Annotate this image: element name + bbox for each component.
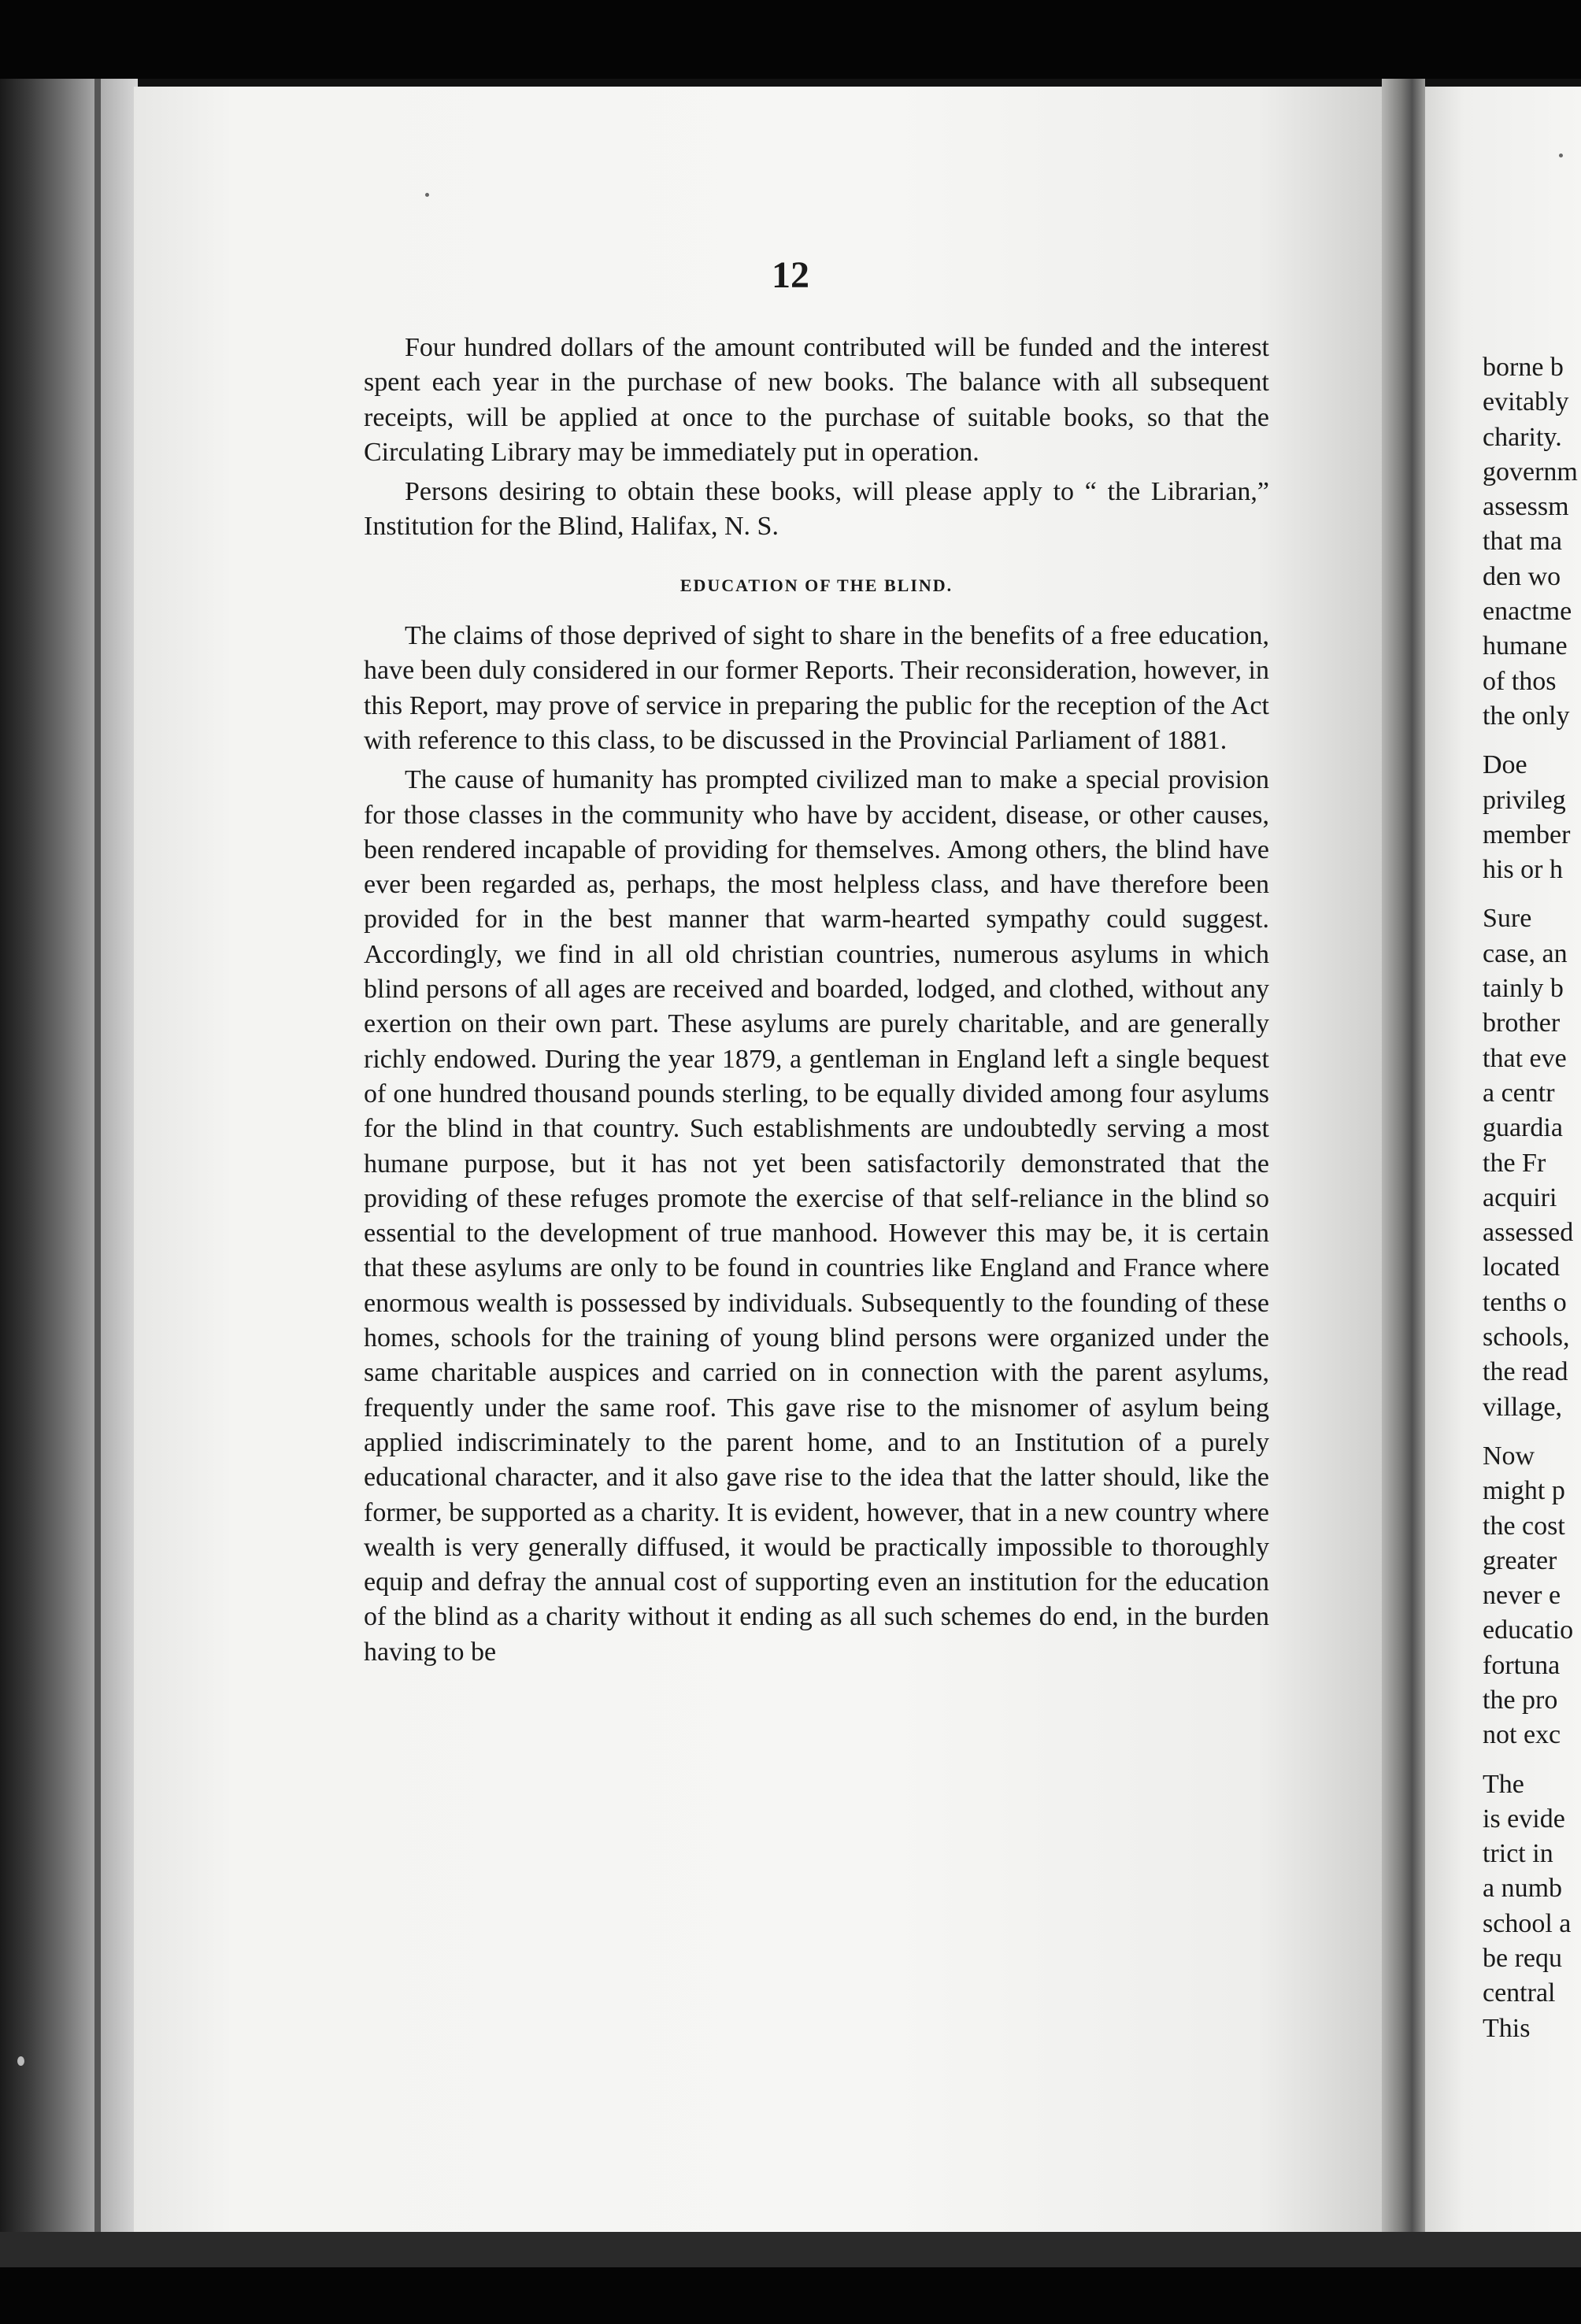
line-fragment: the Fr [1483, 1148, 1546, 1178]
paragraph: Persons desiring to obtain these books, will please apply to “ the Librarian,” Institution for the Blind, Halifax, N. S. [364, 477, 1269, 542]
line-fragment: member [1483, 820, 1571, 849]
line-fragment: assessed [1483, 1218, 1574, 1248]
line-fragment: charity. [1483, 422, 1562, 452]
line-fragment: enactme [1483, 597, 1572, 627]
line-fragment: village, [1483, 1392, 1563, 1422]
line-fragment: be requ [1483, 1944, 1563, 1974]
line-fragment: is evide [1483, 1804, 1565, 1834]
line-fragment: the only [1483, 701, 1570, 731]
line-fragment: tenths o [1483, 1287, 1567, 1317]
line-fragment: schools, [1483, 1323, 1570, 1353]
line-fragment: Doe [1483, 750, 1527, 780]
line-fragment: governm [1483, 457, 1578, 487]
paragraph: Four hundred dollars of the amount contributed will be funded and the interest spent each year in the purchase of new books. The balance with all subsequent receipts, will be applied at once to the purchase of suitable books, so that the Circulating Library may be immediately put in operation. [364, 333, 1269, 467]
line-fragment: never e [1483, 1581, 1561, 1611]
line-fragment: brother [1483, 1008, 1561, 1038]
line-fragment: fortuna [1483, 1650, 1561, 1680]
line-fragment: trict in [1483, 1839, 1553, 1869]
paper-speck [425, 193, 429, 197]
paper-speck [17, 2056, 24, 2066]
line-fragment: the cost [1483, 1511, 1565, 1541]
line-fragment: the pro [1483, 1685, 1558, 1715]
line-fragment: guardia [1483, 1113, 1563, 1143]
line-fragment: school a [1483, 1908, 1572, 1938]
line-fragment: assessm [1483, 492, 1569, 522]
section-heading: EDUCATION OF THE BLIND. [679, 575, 953, 595]
line-fragment: not exc [1483, 1720, 1561, 1750]
line-fragment: Sure [1483, 904, 1532, 934]
line-fragment: might p [1483, 1476, 1565, 1506]
line-fragment: of thos [1483, 666, 1557, 696]
book-gutter [1382, 79, 1425, 2267]
line-fragment: This [1483, 2013, 1531, 2043]
line-fragment: privileg [1483, 785, 1566, 815]
book-fore-edge [0, 79, 138, 2267]
line-fragment: humane [1483, 631, 1568, 661]
line-fragment: central [1483, 1978, 1556, 2008]
line-fragment: case, an [1483, 938, 1568, 968]
line-fragment: his or h [1483, 855, 1563, 885]
line-fragment: educatio [1483, 1615, 1574, 1645]
line-fragment: acquiri [1483, 1182, 1557, 1212]
scan-bottom-edge [0, 2232, 1581, 2267]
line-fragment: Now [1483, 1441, 1535, 1471]
line-fragment: a numb [1483, 1874, 1563, 1904]
line-fragment: borne b [1483, 353, 1564, 382]
line-fragment: den wo [1483, 561, 1561, 591]
line-fragment: The [1483, 1769, 1524, 1799]
line-fragment: located [1483, 1253, 1561, 1282]
line-fragment: that ma [1483, 527, 1563, 557]
line-fragment: the read [1483, 1357, 1568, 1387]
right-page-text-fragments [1483, 350, 1581, 2046]
line-fragment: tainly b [1483, 974, 1564, 1004]
page-number: 12 [772, 254, 809, 296]
paragraph: The claims of those deprived of sight to share in the benefits of a free education, have been duly considered in our former Reports. Their reconsideration, however, in this Report, may prove of service in preparing the public for the reception of the Act with reference to this class, to be discussed in the Provincial Parliament of 1881. [364, 621, 1269, 755]
paragraph: The cause of humanity has prompted civilized man to make a special provision for those classes in the community who have by accident, disease, or other causes, been rendered incapable of providing for themselves. Among others, the blind have ever been regarded as, perhaps, the most helpless class, and have therefore been provided for in the best manner that warm-hearted sympathy could suggest. Accordingly, we find in all old christian countries, numerous asylums in which blind persons of all ages are received and boarded, lodged, and clothed, without any exertion on their own part. These asylums are purely charitable, and are generally richly endowed. During the year 1879, a gentleman in England left a single bequest of one hundred thousand pounds sterling, to be equally divided among four asylums for the blind in that country. Such establishments are undoubtedly serving a most humane purpose, but it has not yet been satisfactorily demonstrated that the providing of these refuges promote the exercise of that self-reliance in the blind so essential to the development of true manhood. However this may be, it is certain that these asylums are only to be found in countries like England and France where enormous wealth is possessed by individuals. Subsequently to the founding of these homes, schools for the training of young blind persons were organized under the same charitable auspices and carried on in connection with the parent asylums, frequently under the same roof. This gave rise to the misnomer of asylum being applied indiscriminately to the parent home, and to an Institution of a purely educational character, and it also gave rise to the idea that the latter should, like the former, be supported as a charity. It is evident, however, that in a new country where wealth is very generally diffused, it would be practically impossible to thoroughly equip and defray the annual cost of supporting even an institution for the education of the blind as a charity without it ending as all such schemes do end, in the burden having to be [364, 765, 1269, 1667]
line-fragment: greater [1483, 1545, 1557, 1575]
paper-speck [1559, 154, 1563, 157]
line-fragment: evitably [1483, 387, 1569, 417]
left-page-text [364, 331, 1269, 1675]
line-fragment: that eve [1483, 1043, 1567, 1073]
line-fragment: a centr [1483, 1078, 1555, 1108]
